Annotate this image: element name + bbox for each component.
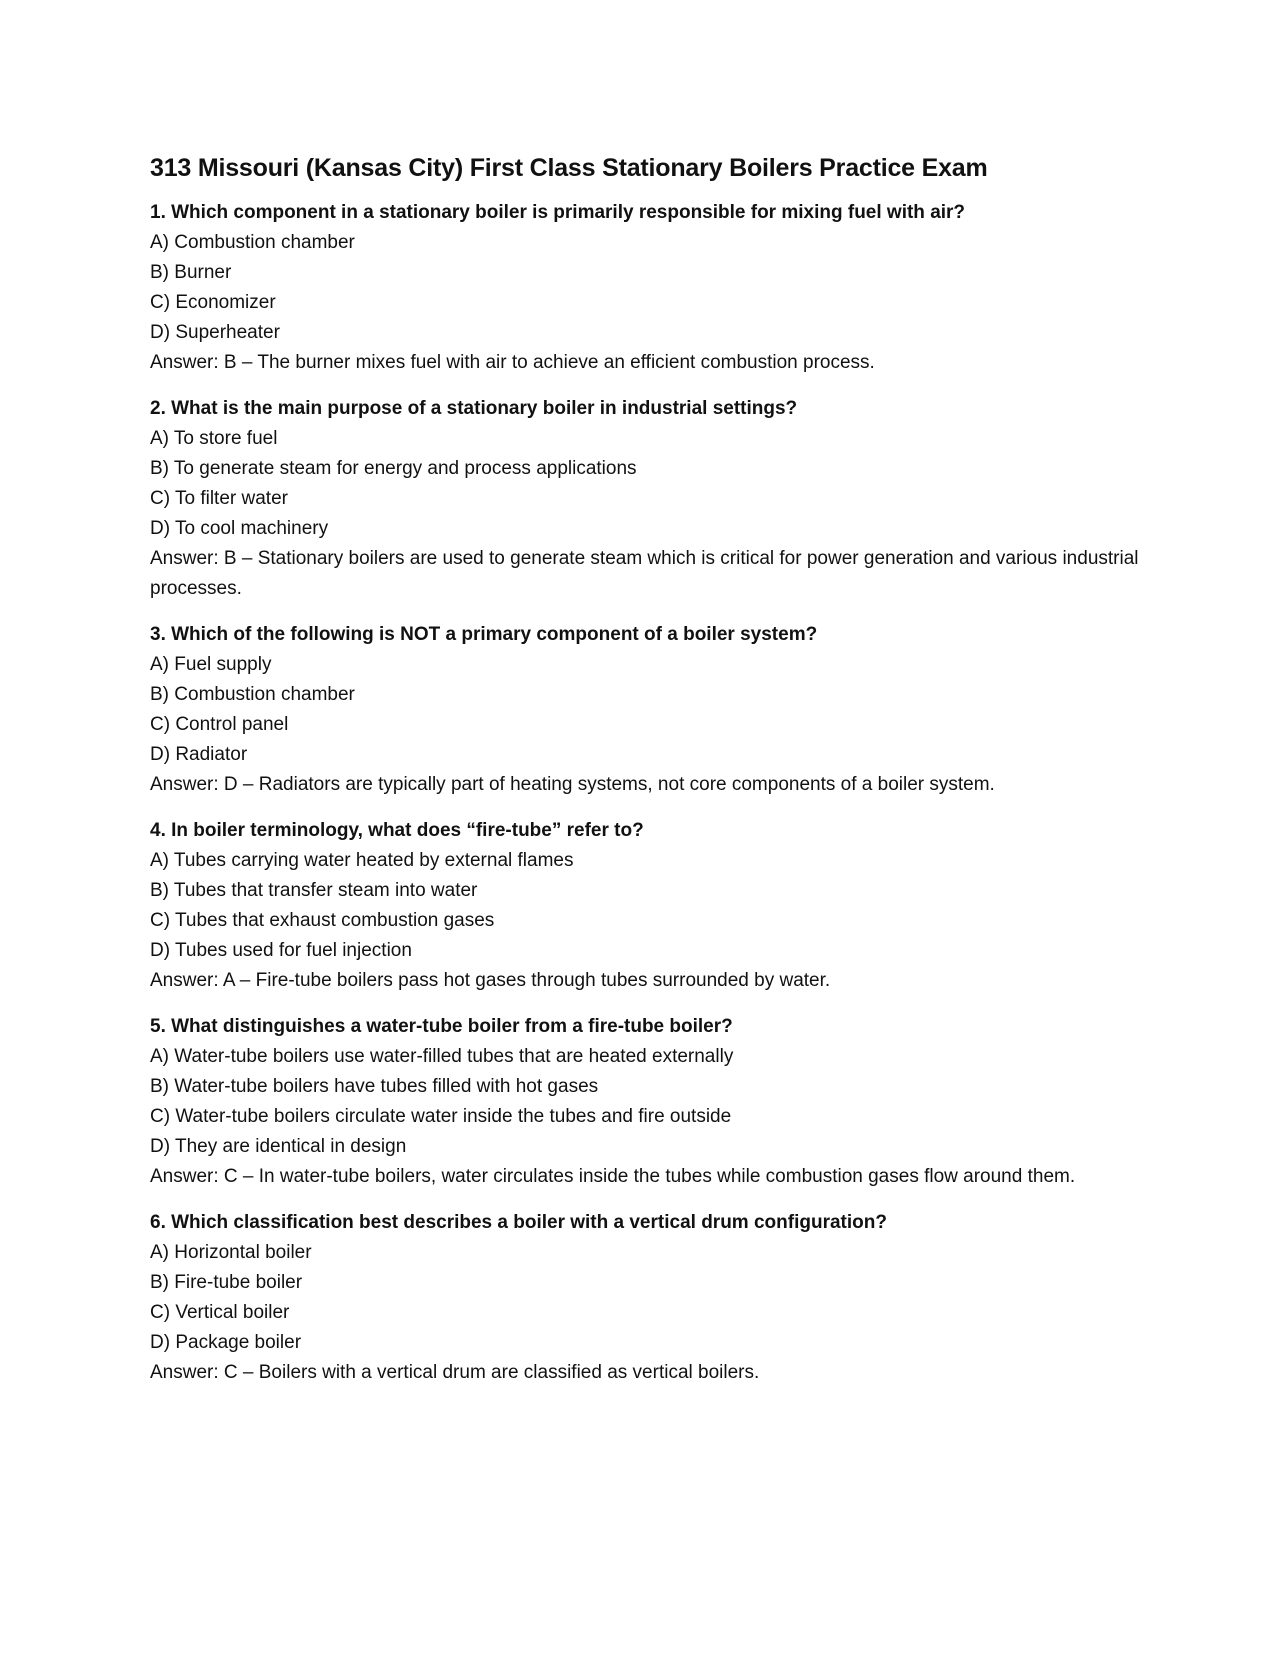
answer-explanation: Answer: B – Stationary boilers are used to generate steam which is critical for power generation and various industrial processes.	[150, 548, 1139, 599]
question-block	[150, 394, 1140, 604]
question-text: 4. In boiler terminology, what does “fire-tube” refer to?	[150, 820, 644, 841]
answer-option: D) Superheater	[150, 322, 280, 343]
answer-option: C) To filter water	[150, 488, 288, 509]
answer-option: B) Tubes that transfer steam into water	[150, 880, 478, 901]
answer-option: C) Water-tube boilers circulate water inside the tubes and fire outside	[150, 1106, 732, 1127]
question-text: 3. Which of the following is NOT a primary component of a boiler system?	[150, 624, 818, 645]
answer-explanation: Answer: B – The burner mixes fuel with air to achieve an efficient combustion process.	[150, 352, 875, 373]
question-text: 5. What distinguishes a water-tube boiler from a fire-tube boiler?	[150, 1016, 733, 1037]
answer-option: C) Vertical boiler	[150, 1302, 290, 1323]
answer-option: B) Combustion chamber	[150, 684, 355, 705]
question-block	[150, 1208, 1140, 1388]
answer-option: A) To store fuel	[150, 428, 278, 449]
answer-explanation: Answer: C – Boilers with a vertical drum are classified as vertical boilers.	[150, 1362, 760, 1383]
question-list	[150, 198, 1140, 1388]
answer-explanation: Answer: A – Fire-tube boilers pass hot gases through tubes surrounded by water.	[150, 970, 831, 991]
document-title: 313 Missouri (Kansas City) First Class Stationary Boilers Practice Exam	[150, 154, 988, 182]
answer-option: B) Burner	[150, 262, 232, 283]
answer-option: C) Control panel	[150, 714, 289, 735]
answer-option: D) Package boiler	[150, 1332, 302, 1353]
answer-option: D) Radiator	[150, 744, 248, 765]
answer-explanation: Answer: D – Radiators are typically part of heating systems, not core components of a boiler system.	[150, 774, 995, 795]
answer-option: B) To generate steam for energy and process applications	[150, 458, 637, 479]
answer-option: A) Fuel supply	[150, 654, 272, 675]
answer-option: B) Water-tube boilers have tubes filled with hot gases	[150, 1076, 599, 1097]
answer-option: D) They are identical in design	[150, 1136, 407, 1157]
answer-option: B) Fire-tube boiler	[150, 1272, 303, 1293]
question-text: 1. Which component in a stationary boiler is primarily responsible for mixing fuel with air?	[150, 202, 966, 223]
document-content	[150, 150, 1140, 1404]
answer-option: A) Combustion chamber	[150, 232, 355, 253]
answer-option: A) Water-tube boilers use water-filled tubes that are heated externally	[150, 1046, 734, 1067]
question-text: 6. Which classification best describes a boiler with a vertical drum configuration?	[150, 1212, 887, 1233]
answer-option: D) To cool machinery	[150, 518, 329, 539]
question-block	[150, 816, 1140, 996]
answer-option: C) Economizer	[150, 292, 276, 313]
question-block	[150, 1012, 1140, 1192]
answer-option: D) Tubes used for fuel injection	[150, 940, 412, 961]
question-text: 2. What is the main purpose of a stationary boiler in industrial settings?	[150, 398, 798, 419]
question-block	[150, 198, 1140, 378]
answer-option: A) Tubes carrying water heated by external flames	[150, 850, 574, 871]
answer-explanation: Answer: C – In water-tube boilers, water circulates inside the tubes while combustion gases flow around them.	[150, 1166, 1076, 1187]
answer-option: A) Horizontal boiler	[150, 1242, 312, 1263]
question-block	[150, 620, 1140, 800]
answer-option: C) Tubes that exhaust combustion gases	[150, 910, 495, 931]
